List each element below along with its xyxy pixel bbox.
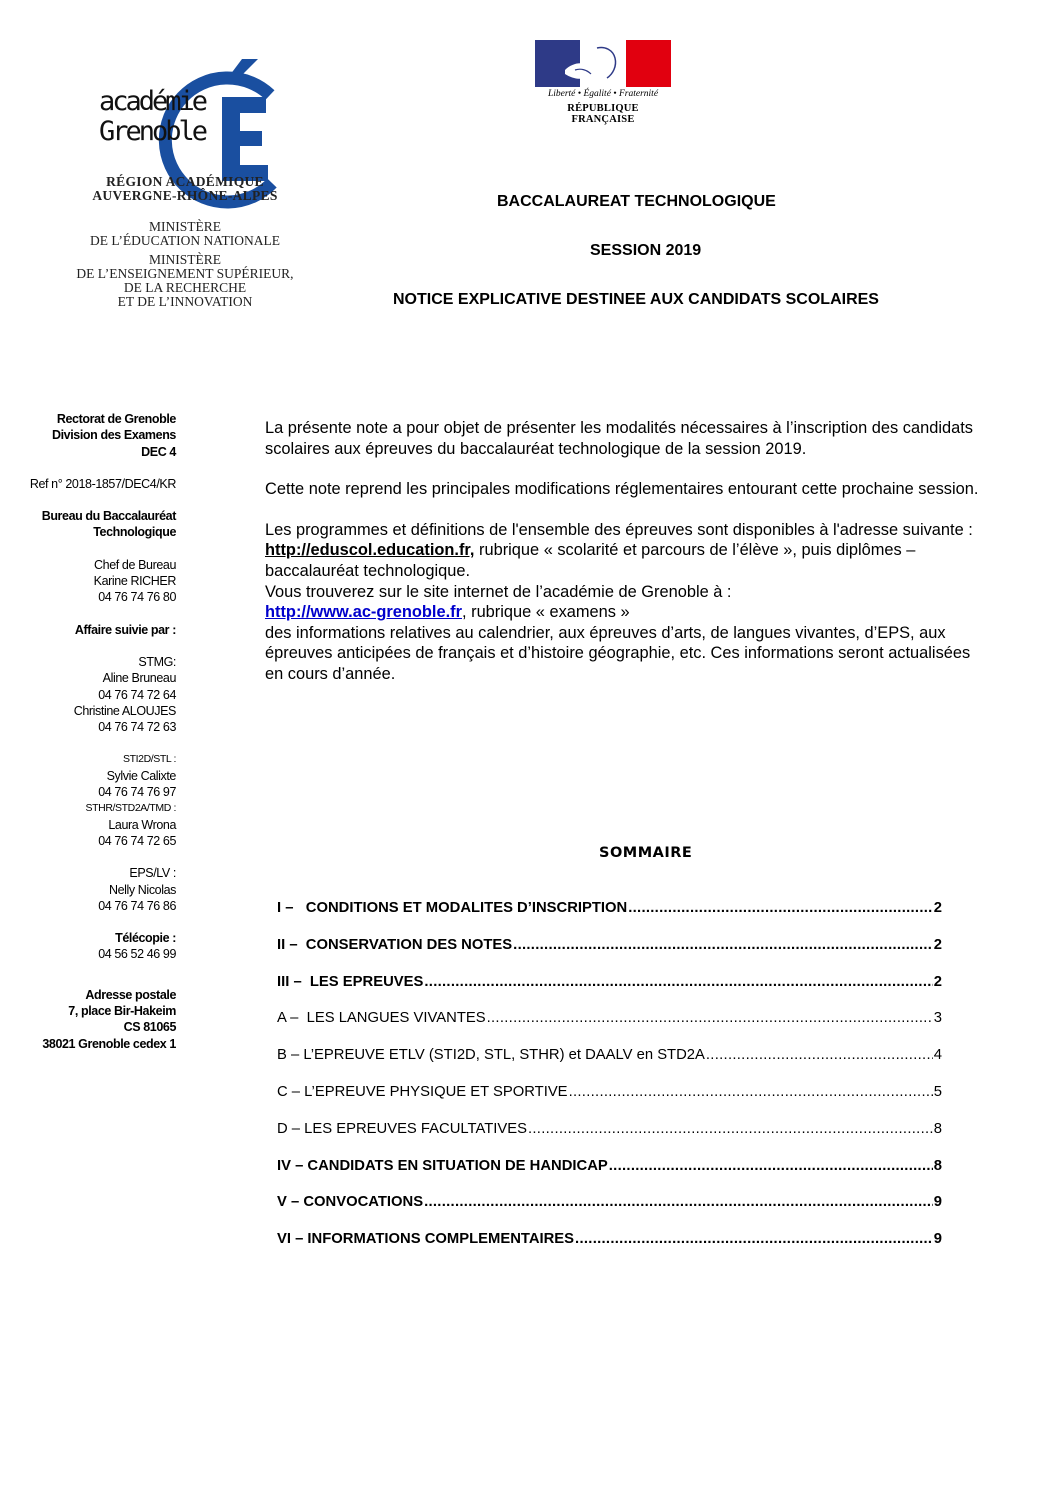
bureau-label-2: Technologique — [93, 525, 176, 540]
region-academique-label — [40, 175, 330, 203]
toc-dot-leader — [628, 900, 933, 916]
toc-entry-label: A – LES LANGUES VIVANTES — [277, 1010, 486, 1027]
dec-label: DEC 4 — [141, 444, 176, 459]
toc-entry-page: 2 — [933, 900, 942, 916]
acgrenoble-rubrique-text: , rubrique « examens » — [462, 603, 630, 622]
toc-dot-leader — [706, 1047, 933, 1063]
toc-entry[interactable] — [277, 1084, 942, 1106]
stmg-phone-1: 04 76 74 72 64 — [98, 687, 176, 702]
session-title: SESSION 2019 — [590, 242, 702, 259]
notice-title: NOTICE EXPLICATIVE DESTINEE AUX CANDIDATS SCOLAIRES — [393, 291, 879, 308]
region-line-2: AUVERGNE-RHÔNE-ALPES — [92, 188, 278, 203]
toc-entry[interactable] — [277, 1121, 942, 1143]
eduscol-link[interactable]: http://eduscol.education.fr, — [265, 541, 475, 560]
toc-entry-page: 8 — [933, 1120, 942, 1137]
toc-entry-label: IV – CANDIDATS EN SITUATION DE HANDICAP — [277, 1157, 608, 1174]
logo-text-grenoble: Grenoble — [98, 116, 205, 147]
region-line-1: RÉGION ACADÉMIQUE — [106, 174, 264, 189]
eps-name: Nelly Nicolas — [108, 882, 176, 897]
toc-dot-leader — [487, 1010, 933, 1026]
ministere-2-line-3: DE LA RECHERCHE — [123, 280, 247, 295]
division-label: Division des Examens — [51, 428, 176, 443]
academie-grenoble-logo — [40, 50, 330, 315]
toc-entry-label: D – LES EPREUVES FACULTATIVES — [277, 1120, 527, 1137]
paragraph-programmes: Les programmes et définitions de l'ensemble des épreuves sont disponibles à l'adresse suivante : — [265, 520, 973, 539]
toc-entry[interactable] — [277, 1010, 942, 1032]
ministere-1-line-1: MINISTÈRE — [149, 219, 221, 234]
toc-entry-page: 2 — [933, 936, 942, 953]
sommaire-title: SOMMAIRE — [599, 845, 693, 861]
republique-name: RÉPUBLIQUE FRANÇAISE — [567, 103, 639, 125]
paragraph-eduscol — [265, 540, 985, 581]
chef-title: Chef de Bureau — [94, 557, 176, 572]
stmg-label: STMG: — [138, 654, 176, 669]
paragraph-modifications: Cette note reprend les principales modifications réglementaires entourant cette prochaine session. — [265, 480, 979, 499]
toc-entry[interactable] — [277, 1194, 942, 1216]
ministere-1-line-2: DE L’ÉDUCATION NATIONALE — [90, 233, 280, 248]
toc-entry-label: V – CONVOCATIONS — [277, 1194, 424, 1211]
adresse-line-2: CS 81065 — [123, 1020, 176, 1035]
toc-entry-page: 5 — [933, 1084, 942, 1100]
toc-dot-leader — [575, 1231, 933, 1247]
reference-number: Ref n° 2018-1857/DEC4/KR — [29, 476, 176, 491]
toc-entry[interactable] — [277, 937, 942, 959]
toc-dot-leader — [609, 1158, 933, 1174]
toc-entry-page: 8 — [933, 1157, 942, 1174]
telecopie-number: 04 56 52 46 99 — [98, 947, 176, 962]
paragraph-objet: La présente note a pour objet de présenter les modalités nécessaires à l’inscription des candidats scolaires aux épreuves du baccalauréat technologique de la session 2019. — [265, 419, 973, 458]
paragraph-site-academie: Vous trouverez sur le site internet de l’académie de Grenoble à : — [265, 582, 732, 601]
eps-phone: 04 76 74 76 86 — [98, 898, 176, 913]
stmg-phone-2: 04 76 74 72 63 — [98, 720, 176, 735]
marianne-flag-icon — [535, 40, 671, 87]
toc-entry-page: 4 — [933, 1047, 942, 1064]
sthr-label: STHR/STD2A/TMD : — [85, 802, 176, 815]
stmg-name-2: Christine ALOUJES — [73, 703, 176, 718]
document-title: BACCALAUREAT TECHNOLOGIQUE — [497, 193, 776, 210]
toc-dot-leader — [424, 974, 932, 990]
ministere-2-line-4: ET DE L’INNOVATION — [117, 294, 253, 309]
toc-entry[interactable] — [277, 1158, 942, 1180]
eduscol-rubrique-text: rubrique « scolarité et parcours de l’élève », puis diplômes – baccalauréat technologique. — [265, 541, 916, 580]
toc-entry[interactable] — [277, 1047, 942, 1069]
stmg-name-1: Aline Bruneau — [102, 671, 176, 686]
ministere-enseignement-label — [40, 253, 330, 309]
toc-dot-leader — [569, 1084, 933, 1100]
toc-entry-label: II – CONSERVATION DES NOTES — [277, 936, 513, 953]
toc-entry-page: 3 — [933, 1010, 942, 1027]
chef-phone: 04 76 74 76 80 — [98, 590, 176, 605]
rectorat-label: Rectorat de Grenoble — [56, 412, 176, 426]
republique-motto: Liberté • Égalité • Fraternité — [547, 89, 659, 99]
sti2d-name: Sylvie Calixte — [106, 768, 176, 783]
toc-entry-label: VI – INFORMATIONS COMPLEMENTAIRES — [277, 1231, 575, 1248]
notice-body — [265, 418, 985, 685]
toc-entry-label: B – L’EPREUVE ETLV (STI2D, STL, STHR) et DAALV en STD2A — [277, 1047, 705, 1064]
logo-text-academie: académie — [98, 86, 205, 117]
sthr-phone: 04 76 74 72 65 — [98, 833, 176, 848]
adresse-line-3: 38021 Grenoble cedex 1 — [42, 1036, 176, 1051]
ac-grenoble-link[interactable]: http://www.ac-grenoble.fr — [265, 603, 462, 622]
sthr-name: Laura Wrona — [108, 817, 176, 832]
toc-entry[interactable] — [277, 974, 942, 996]
toc-entry-label: I – CONDITIONS ET MODALITES D’INSCRIPTION — [277, 900, 628, 916]
republique-francaise-logo — [535, 40, 671, 125]
toc-entry-page: 2 — [933, 973, 942, 990]
contact-sidebar — [10, 411, 176, 1052]
ministere-education-label — [40, 220, 330, 248]
toc-entry-page: 9 — [933, 1194, 942, 1211]
ministere-2-line-1: MINISTÈRE — [149, 252, 221, 267]
telecopie-label: Télécopie : — [115, 931, 176, 946]
toc-entry-label: III – LES EPREUVES — [277, 973, 424, 990]
toc-entry[interactable] — [277, 900, 942, 922]
chef-name: Karine RICHER — [93, 574, 176, 589]
ministere-2-line-2: DE L’ENSEIGNEMENT SUPÉRIEUR, — [76, 266, 294, 281]
toc-dot-leader — [513, 937, 933, 953]
bureau-label-1: Bureau du Baccalauréat — [41, 509, 176, 524]
sti2d-label: STI2D/STL : — [123, 753, 176, 766]
adresse-title: Adresse postale — [85, 987, 176, 1002]
toc-entry-label: C – L’EPREUVE PHYSIQUE ET SPORTIVE — [277, 1084, 568, 1100]
toc-dot-leader — [528, 1121, 933, 1137]
eps-label: EPS/LV : — [129, 866, 176, 881]
paragraph-acgrenoble — [265, 602, 985, 623]
sti2d-phone: 04 76 74 76 97 — [98, 785, 176, 800]
affaire-label: Affaire suivie par : — [74, 622, 176, 637]
toc-entry-page: 9 — [933, 1231, 942, 1248]
toc-entry[interactable] — [277, 1231, 942, 1253]
paragraph-informations: des informations relatives au calendrier, aux épreuves d’arts, de langues vivantes, d’EPS, aux épreuves anticipées de français et d’histoire géographie, etc. Ces informations seront actualisées en cours d’année. — [265, 623, 971, 683]
adresse-line-1: 7, place Bir-Hakeim — [68, 1004, 176, 1019]
toc-dot-leader — [424, 1194, 933, 1210]
